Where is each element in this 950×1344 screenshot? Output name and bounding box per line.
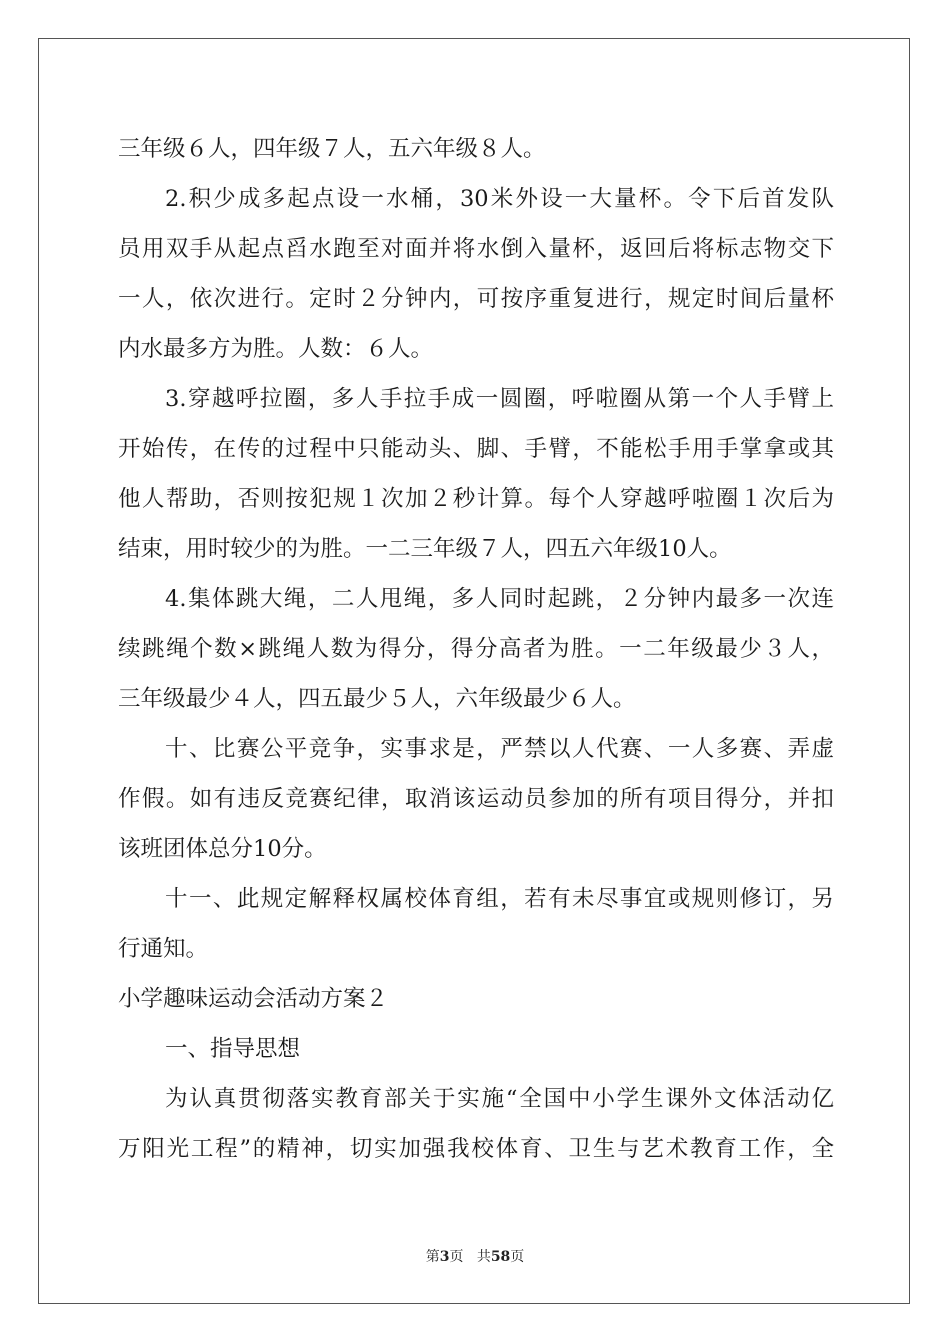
text-line: 一人，依次进行。定时２分钟内，可按序重复进行，规定时间后量杯 <box>118 286 834 312</box>
text-line: 为认真贯彻落实教育部关于实施“全国中小学生课外文体活动亿 <box>165 1086 834 1112</box>
document-body <box>118 124 834 1174</box>
text-line: 员用双手从起点舀水跑至对面并将水倒入量杯，返回后将标志物交下 <box>118 236 834 262</box>
text-line: 作假。如有违反竞赛纪律，取消该运动员参加的所有项目得分，并扣 <box>118 786 834 812</box>
text-line: 十、比赛公平竞争，实事求是，严禁以人代赛、一人多赛、弄虚 <box>165 736 834 762</box>
text-line: 一、指导思想 <box>165 1036 301 1062</box>
text-line: 开始传，在传的过程中只能动头、脚、手臂，不能松手用手掌拿或其 <box>118 436 834 462</box>
text-line: 内水最多方为胜。人数：６人。 <box>118 336 434 362</box>
text-line: 行通知。 <box>118 936 209 962</box>
footer-total-suffix: 页 <box>510 1249 525 1265</box>
text-line: 3.穿越呼拉圈，多人手拉手成一圆圈，呼啦圈从第一个人手臂上 <box>165 386 834 412</box>
footer-total-pages: 58 <box>490 1249 511 1265</box>
footer-page-prefix: 第 <box>425 1249 440 1265</box>
text-line: 小学趣味运动会活动方案２ <box>118 986 389 1012</box>
footer-page-suffix: 页 <box>449 1249 464 1265</box>
page-footer <box>0 1246 950 1266</box>
text-line: 该班团体总分10分。 <box>118 836 327 862</box>
text-line: 2.积少成多起点设一水桶，30米外设一大量杯。令下后首发队 <box>165 186 834 212</box>
text-line: 他人帮助，否则按犯规１次加２秒计算。每个人穿越呼啦圈１次后为 <box>118 486 834 512</box>
text-line: 十一、此规定解释权属校体育组，若有未尽事宜或规则修订，另 <box>165 886 834 912</box>
footer-total-prefix: 共 <box>476 1249 491 1265</box>
text-line: 续跳绳个数×跳绳人数为得分，得分高者为胜。一二年级最少３人， <box>118 636 834 662</box>
text-line: 结束，用时较少的为胜。一二三年级７人，四五六年级10人。 <box>118 536 732 562</box>
text-line: 三年级最少４人，四五最少５人，六年级最少６人。 <box>118 686 636 712</box>
text-line: 4.集体跳大绳，二人甩绳，多人同时起跳，２分钟内最多一次连 <box>165 586 834 612</box>
text-line: 万阳光工程”的精神，切实加强我校体育、卫生与艺术教育工作，全 <box>118 1136 834 1162</box>
footer-page-number: 3 <box>439 1249 450 1265</box>
text-line: 三年级６人，四年级７人，五六年级８人。 <box>118 136 546 162</box>
